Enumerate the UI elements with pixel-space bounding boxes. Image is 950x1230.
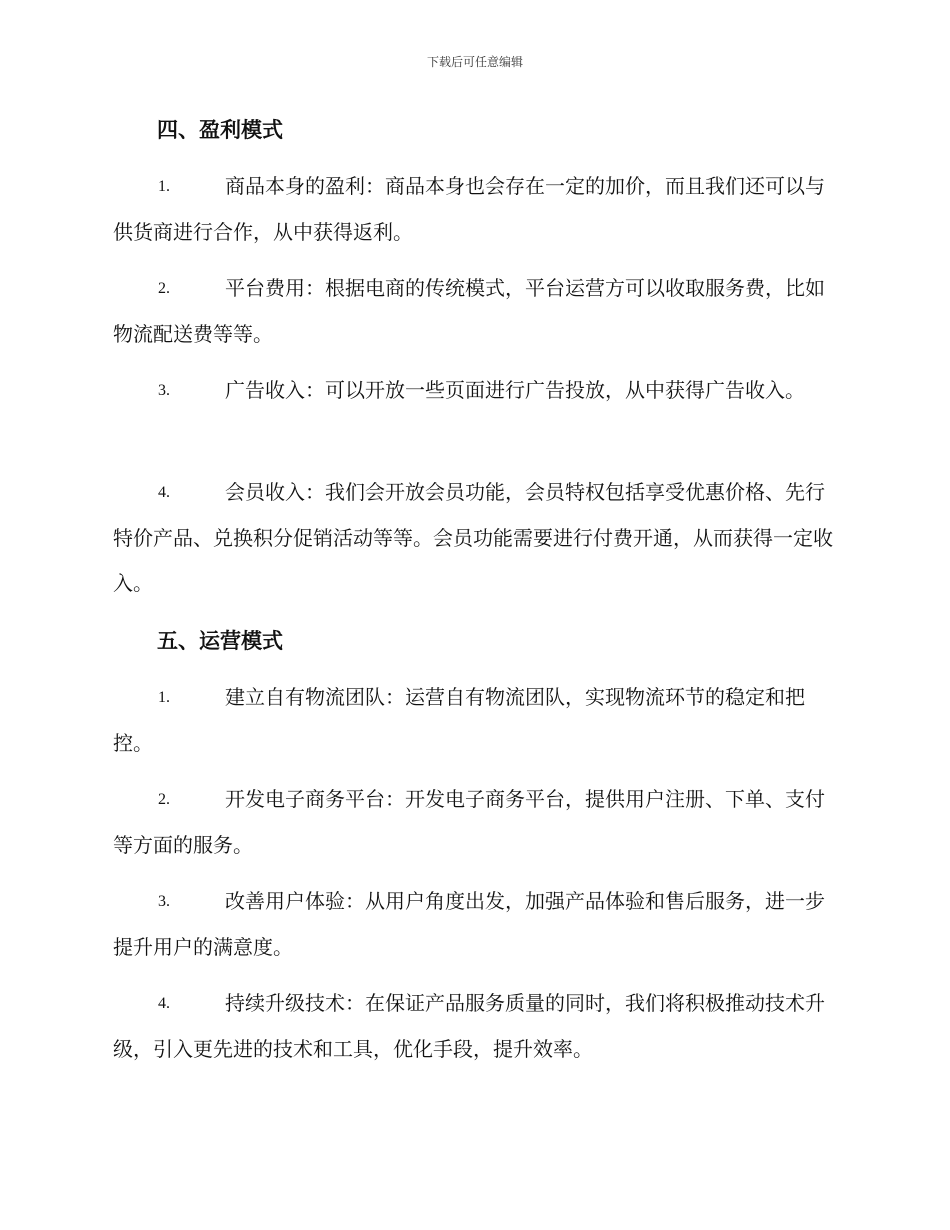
list-item-text: 商品本身的盈利：商品本身也会存在一定的加价，而且我们还可以与供货商进行合作，从中获得返利。 bbox=[113, 174, 825, 244]
list-item bbox=[113, 675, 835, 766]
list-item bbox=[113, 266, 835, 357]
list-item-number: 3. bbox=[158, 382, 170, 399]
page-header: 下载后可任意编辑 bbox=[426, 55, 523, 69]
list-item-text: 改善用户体验：从用户角度出发，加强产品体验和售后服务，进一步提升用户的满意度。 bbox=[113, 889, 825, 959]
list-item-number: 2. bbox=[158, 791, 170, 808]
list-item bbox=[113, 470, 835, 607]
list-item-number: 1. bbox=[158, 178, 170, 195]
section-heading-operation-model: 五、运营模式 bbox=[157, 629, 283, 653]
list-item bbox=[113, 777, 835, 868]
section-heading-profit-model: 四、盈利模式 bbox=[157, 118, 283, 142]
list-item-text: 平台费用：根据电商的传统模式，平台运营方可以收取服务费，比如物流配送费等等。 bbox=[113, 276, 825, 346]
list-item-text: 建立自有物流团队：运营自有物流团队，实现物流环节的稳定和把控。 bbox=[113, 685, 805, 755]
list-item bbox=[113, 368, 835, 414]
list-item-text: 持续升级技术：在保证产品服务质量的同时，我们将积极推动技术升级，引入更先进的技术和工具，优化手段，提升效率。 bbox=[113, 991, 825, 1061]
list-item bbox=[113, 981, 835, 1072]
list-item-text: 会员收入：我们会开放会员功能，会员特权包括享受优惠价格、先行特价产品、兑换积分促销活动等等。会员功能需要进行付费开通，从而获得一定收入。 bbox=[113, 480, 833, 595]
list-item-number: 4. bbox=[158, 484, 170, 501]
list-item bbox=[113, 879, 835, 970]
list-item-text: 开发电子商务平台：开发电子商务平台，提供用户注册、下单、支付等方面的服务。 bbox=[113, 787, 825, 857]
list-item bbox=[113, 164, 835, 255]
list-item-number: 2. bbox=[158, 280, 170, 297]
list-item-number: 3. bbox=[158, 893, 170, 910]
list-item-number: 4. bbox=[158, 995, 170, 1012]
list-item-text: 广告收入：可以开放一些页面进行广告投放，从中获得广告收入。 bbox=[225, 378, 805, 402]
list-item-number: 1. bbox=[158, 689, 170, 706]
